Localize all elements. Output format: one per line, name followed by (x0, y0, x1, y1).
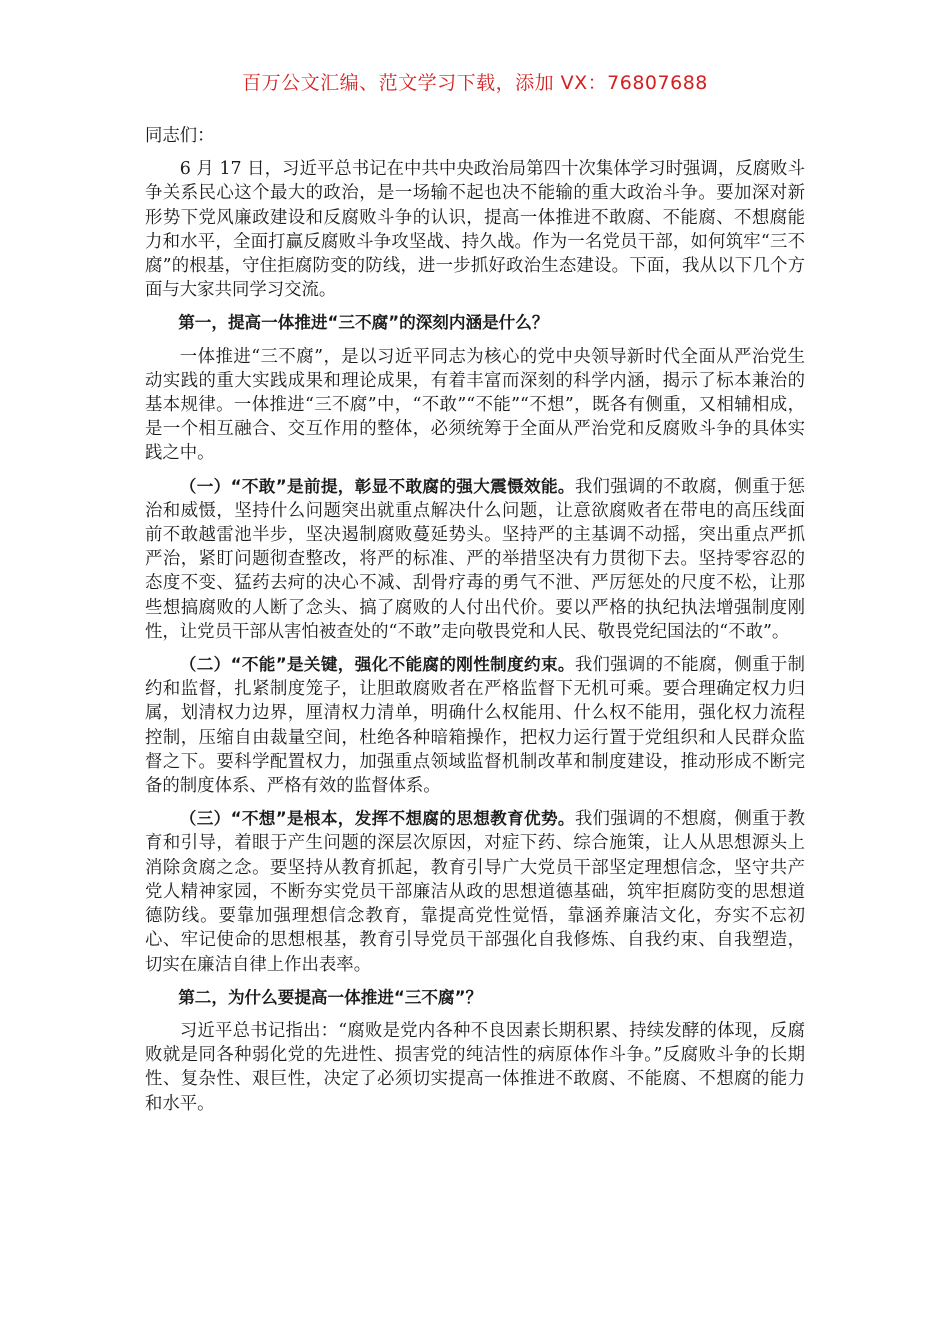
point3-body: 我们强调的不想腐，侧重于教育和引导，着眼于产生问题的深层次原因，对症下药、综合施策，让人从思想源头上消除贪腐之念。要坚持从教育抓起，教育引导广大党员干部坚定理想信念，坚守共产党人精神家园，不断夯实党员干部廉洁从政的思想道德基础，筑牢拒腐防变的思想道德防线。要靠加强理想信念教育，靠提高党性觉悟，靠涵养廉洁文化，夯实不忘初心、牢记使命的思想根基，教育引导党员干部强化自我修炼、自我约束、自我塑造，切实在廉洁自律上作出表率。 (145, 809, 805, 975)
point1-lead: （一）“不敢”是前提，彰显不敢腐的强大震慑效能。 (179, 476, 575, 496)
point3-lead: （三）“不想”是根本，发挥不想腐的思想教育优势。 (179, 809, 575, 829)
point2-body: 我们强调的不能腐，侧重于制约和监督，扎紧制度笼子，让胆敢腐败者在严格监督下无机可乘。要合理确定权力归属，划清权力边界，厘清权力清单，明确什么权能用、什么权不能用，强化权力流程控制，压缩自由裁量空间，杜绝各种暗箱操作，把权力运行置于党组织和人民群众监督之下。要科学配置权力，加强重点领域监督机制改革和制度建设，推动形成不断完备的制度体系、严格有效的监督体系。 (145, 655, 805, 797)
point2-lead: （二）“不能”是关键，强化不能腐的刚性制度约束。 (179, 655, 575, 675)
section2-heading: 第二，为什么要提高一体推进“三不腐”？ (178, 987, 483, 1007)
header-banner: 百万公文汇编、范文学习下载，添加 VX：76807688 (242, 72, 708, 94)
point2-paragraph (145, 653, 805, 798)
section2-paragraph: 习近平总书记指出：“腐败是党内各种不良因素长期积累、持续发酵的体现，反腐败就是同各种弱化党的先进性、损害党的纯洁性的病原体作斗争。”反腐败斗争的长期性、复杂性、艰巨性，决定了必须切实提高一体推进不敢腐、不能腐、不想腐的能力和水平。 (145, 1020, 805, 1114)
document-body (145, 124, 805, 1125)
point1-paragraph (145, 475, 805, 644)
section1-heading: 第一，提高一体推进“三不腐”的深刻内涵是什么？ (178, 313, 549, 333)
intro-paragraph: 6 月 17 日，习近平总书记在中共中央政治局第四十次集体学习时强调，反腐败斗争关系民心这个最大的政治，是一场输不起也决不能输的重大政治斗争。要加深对新形势下党风廉政建设和反腐败斗争的认识，提高一体推进不敢腐、不能腐、不想腐能力和水平，全面打赢反腐败斗争攻坚战、持久战。作为一名党员干部，如何筑牢“三不腐”的根基，守住拒腐防变的防线，进一步抓好政治生态建设。下面，我从以下几个方面与大家共同学习交流。 (145, 159, 805, 301)
point1-body: 我们强调的不敢腐，侧重于惩治和威慑，坚持什么问题突出就重点解决什么问题，让意欲腐败者在带电的高压线面前不敢越雷池半步，坚决遏制腐败蔓延势头。坚持严的主基调不动摇，突出重点严抓严治，紧盯问题彻查整改，将严的标准、严的举措坚决有力贯彻下去。坚持零容忍的态度不变、猛药去疴的决心不减、刮骨疗毒的勇气不泄、严厉惩处的尺度不松，让那些想搞腐败的人断了念头、搞了腐败的人付出代价。要以严格的执纪执法增强制度刚性，让党员干部从害怕被查处的“不敢”走向敬畏党和人民、敬畏党纪国法的“不敢”。 (145, 476, 805, 642)
point3-paragraph (145, 807, 805, 976)
salutation: 同志们： (145, 126, 215, 146)
section1-paragraph: 一体推进“三不腐”，是以习近平同志为核心的党中央领导新时代全面从严治党生动实践的重大实践成果和理论成果，有着丰富而深刻的科学内涵，揭示了标本兼治的基本规律。一体推进“三不腐”中，“不敢”“不能”“不想”，既各有侧重，又相辅相成，是一个相互融合、交互作用的整体，必须统筹于全面从严治党和反腐败斗争的具体实践之中。 (145, 346, 805, 464)
